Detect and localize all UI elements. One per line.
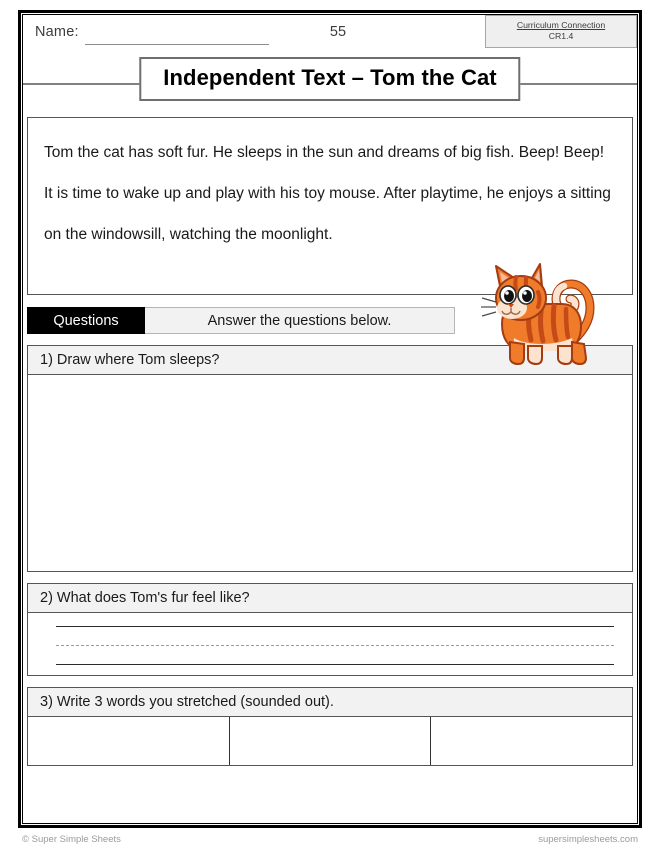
handwriting-line-set	[56, 626, 614, 666]
curriculum-connection-badge	[485, 15, 637, 48]
reading-passage-box	[27, 117, 633, 295]
name-label: Name:	[35, 24, 79, 40]
worksheet-header	[23, 15, 637, 55]
worksheet-content	[23, 15, 637, 823]
questions-instruction: Answer the questions below.	[145, 307, 455, 334]
footer-copyright: © Super Simple Sheets	[22, 834, 121, 845]
name-write-line[interactable]	[85, 44, 269, 45]
page-number: 55	[329, 24, 347, 40]
handwriting-dashed-midline	[56, 645, 614, 646]
question-1-prompt: 1) Draw where Tom sleeps?	[28, 346, 632, 375]
title-box	[139, 57, 520, 101]
question-3-prompt: 3) Write 3 words you stretched (sounded out).	[28, 688, 632, 717]
word-cell[interactable]	[230, 717, 432, 765]
question-2-prompt: 2) What does Tom's fur feel like?	[28, 584, 632, 613]
questions-header-bar	[27, 307, 455, 334]
page-footer	[22, 834, 638, 850]
question-3-word-table	[28, 717, 632, 765]
curriculum-connection-code: CR1.4	[548, 31, 574, 41]
question-2-answer-area[interactable]	[28, 613, 632, 675]
question-3-block	[27, 687, 633, 766]
question-1-drawing-area[interactable]	[28, 375, 632, 571]
title-row	[23, 55, 637, 111]
handwriting-top-line	[56, 626, 614, 627]
word-cell[interactable]	[28, 717, 230, 765]
question-1-block	[27, 345, 633, 572]
question-2-block	[27, 583, 633, 676]
footer-website: supersimplesheets.com	[538, 834, 638, 845]
questions-tab-label: Questions	[27, 307, 145, 334]
handwriting-baseline	[56, 664, 614, 665]
curriculum-connection-title: Curriculum Connection	[516, 20, 606, 30]
reading-passage-text: Tom the cat has soft fur. He sleeps in the sun and dreams of big fish. Beep! Beep! It is time to wake up and play with his toy mouse. After playtime, he enjoys a sitting on the windowsill, watching the moonlight.	[44, 144, 611, 243]
page-title: Independent Text – Tom the Cat	[163, 65, 497, 90]
word-cell[interactable]	[431, 717, 632, 765]
